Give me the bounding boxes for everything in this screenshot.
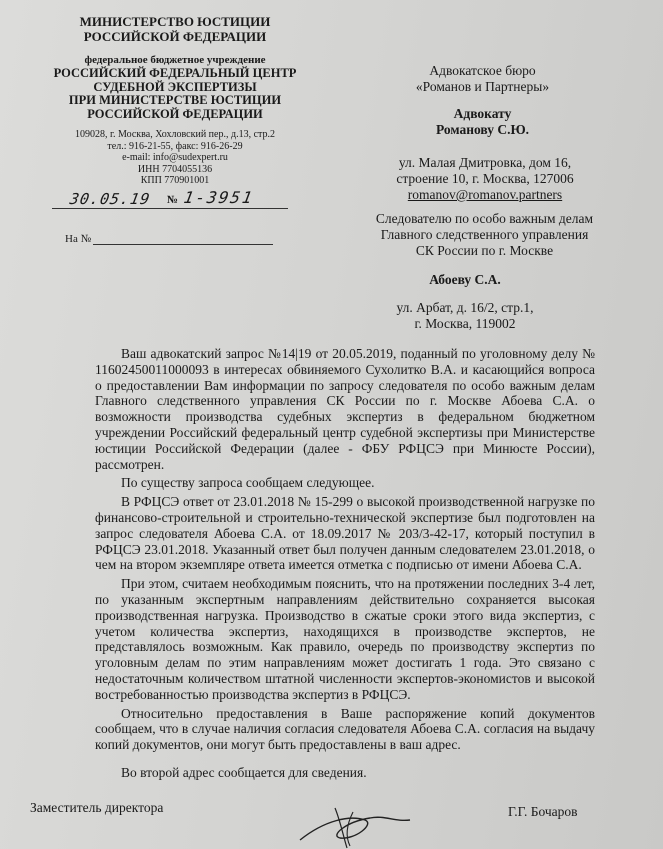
institution-type: федеральное бюджетное учреждение — [84, 54, 266, 66]
body-paragraph: Ваш адвокатский запрос №14|19 от 20.05.2019, поданный по уголовному делу № 11602450011000093 в интересах обвиняемого Сухолитко В.А. и касающийся вопроса о предоставлении Вам информации по запросу следователя по особо важным делам Главного следственного управления СК России по г. Москве Абоева С.А. о возможности производства судебных экспертиз в федеральном бюджетном учреждении Российский федеральный центр судебной экспертизы при Министерстве юстиции Российской Федерации (далее - ФБУ РФЦСЭ при Минюсте России), рассмотрен. — [95, 346, 595, 472]
recipient-bureau: Адвокатское бюро «Романов и Партнеры» — [415, 63, 550, 94]
reply-to-blank — [93, 244, 273, 245]
institution-kpp: КПП 770901001 — [140, 175, 210, 186]
recipient-advocate: Адвокату Романову С.Ю. — [435, 106, 530, 137]
institution-contacts — [50, 129, 300, 187]
registration-line — [52, 188, 288, 212]
institution-address: 109028, г. Москва, Хохловский пер., д.13, стр.2 — [75, 129, 275, 140]
signer-role: Заместитель директора — [30, 800, 164, 815]
sender-block — [50, 14, 300, 187]
ministry-name: МИНИСТЕРСТВО ЮСТИЦИИ РОССИЙСКОЙ ФЕДЕРАЦИИ — [79, 14, 271, 44]
handwritten-signature — [295, 800, 415, 849]
recipient-investigator-address: ул. Арбат, д. 16/2, стр.1, г. Москва, 119002 — [396, 300, 534, 331]
recipient-investigator-name: Абоеву С.А. — [429, 272, 501, 287]
recipient-advocate-address: ул. Малая Дмитровка, дом 16, строение 10, г. Москва, 127006 romanov@romanov.partners — [385, 155, 585, 203]
reply-to-line — [65, 233, 273, 245]
registration-number: 1-3951 — [182, 188, 256, 207]
body-paragraph: При этом, считаем необходимым пояснить, что на протяжении последних 3-4 лет, по указанным экспертным направлениям действительно сохраняется высокая производственная нагрузка. Производство в сжатые сроки этого вида экспертиз, с учетом количества экспертиз, находящихся в производстве экспертов, не представлялось возможным. Как правило, очередь по производству экспертиз по уголовным делам по этим направлениям может достигать 1 года. Это связано с недостаточным количеством штатной численности экспертов-экономистов и высокой востребованностью производства экспертиз в РФЦСЭ. — [95, 576, 595, 702]
institution-inn: ИНН 7704055136 — [137, 163, 213, 175]
advocate-email-link[interactable]: romanov@romanov.partners — [407, 187, 563, 202]
recipient-investigator-title: Следователю по особо важным делам Главного следственного управления СК России по г. Москве — [375, 211, 594, 258]
registration-number-label: № — [167, 194, 179, 206]
body-paragraph: Во второй адрес сообщается для сведения. — [121, 764, 367, 780]
registration-date: 30.05.19 — [68, 190, 152, 208]
signer-name: Г.Г. Бочаров — [508, 804, 578, 819]
body-paragraph: В РФЦСЭ ответ от 23.01.2018 № 15-299 о высокой производственной нагрузке по финансово-строительной и строительно-технической экспертизе был подготовлен на запрос следователя Абоева С.А. от 18.09.2017 № 203/3-42-17, который поступил в РФЦСЭ 23.01.2018. Указанный ответ был получен данным следователем 23.01.2018, о чем на втором экземпляре ответа имеется отметка с подписью от имени Абоева С.А. — [95, 494, 595, 573]
institution-email: e-mail: info@sudexpert.ru — [122, 152, 228, 163]
body-paragraph: По существу запроса сообщаем следующее. — [121, 475, 375, 491]
institution-phone: тел.: 916-21-55, факс: 916-26-29 — [107, 140, 243, 152]
registration-underline — [52, 208, 288, 209]
reply-to-label: На № — [65, 233, 92, 245]
body-paragraph: Относительно предоставления в Ваше распоряжение копий документов сообщаем, что в случае наличия согласия следователя Абоева С.А. согласия на выдачу копий документов, они могут быть предоставлены в ваш адрес. — [95, 705, 595, 753]
institution-name: РОССИЙСКИЙ ФЕДЕРАЛЬНЫЙ ЦЕНТР СУДЕБНОЙ ЭКСПЕРТИЗЫ ПРИ МИНИСТЕРСТВЕ ЮСТИЦИИ РОССИЙСКОЙ ФЕДЕРАЦИИ — [53, 66, 297, 121]
letter-body — [95, 346, 595, 781]
